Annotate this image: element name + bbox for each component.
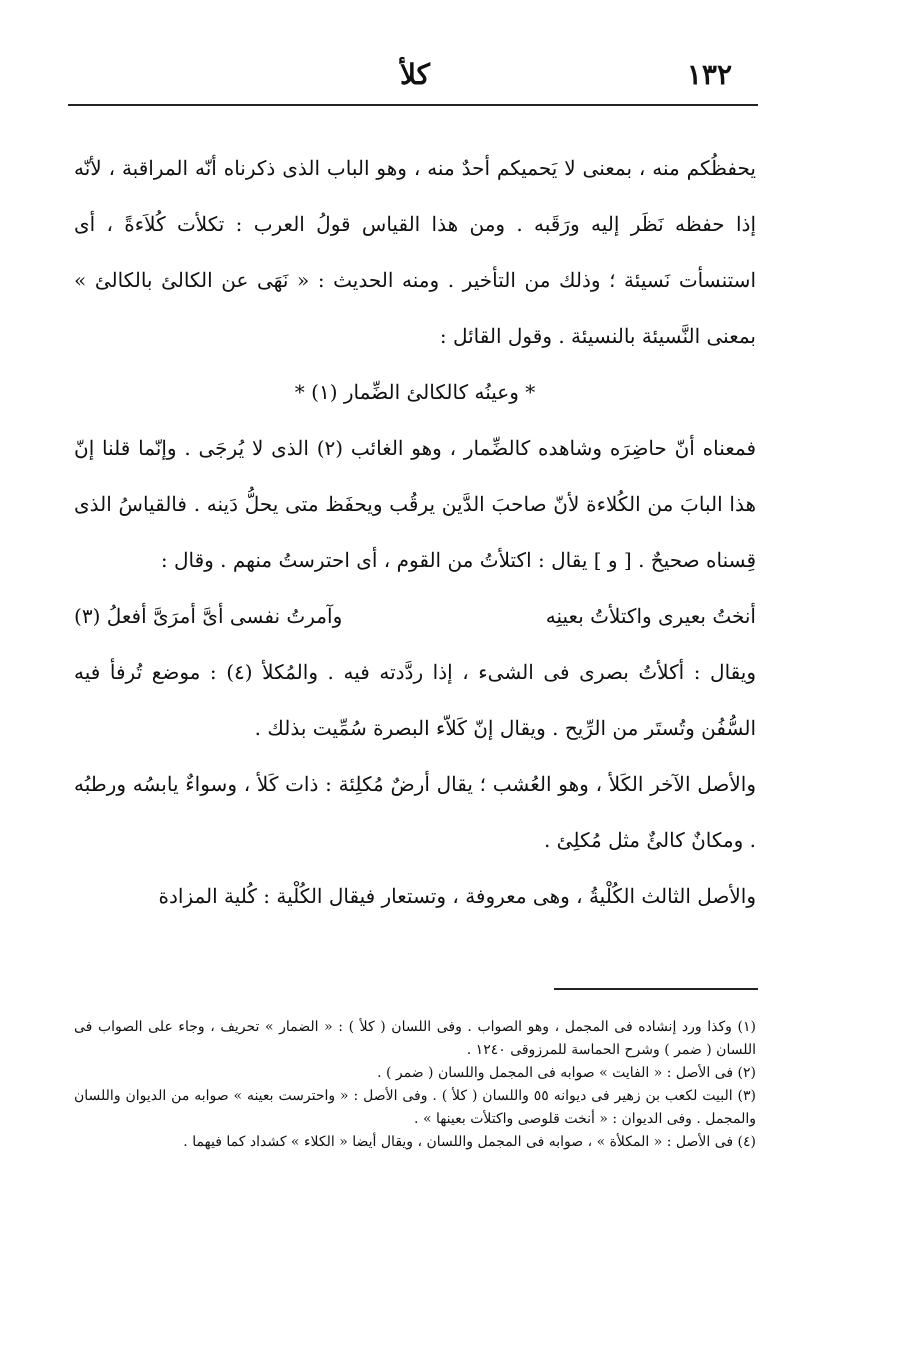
paragraph-4: والأصل الآخر الكَلأ ، وهو العُشب ؛ يقال أرضٌ مُكلِئة : ذات كَلأ ، وسواءٌ يابسُه ورطبُه . ومكانٌ كالئٌ مثل مُكلِئ . xyxy=(74,772,756,852)
paragraph-5: والأصل الثالث الكُلْيةُ ، وهى معروفة ، وتستعار فيقال الكُلْية : كُلية المزادة xyxy=(158,884,756,908)
paragraph-3: ويقال : أكلأتُ بصرى فى الشىء ، إذا ردَّدته فيه . والمُكلأ (٤) : موضع تُرفأ فيه السُّفُن وتُستَر من الرِّيح . ويقال إنّ كَلاّء البصرة سُمِّيت بذلك . xyxy=(74,660,756,740)
footnote-rule xyxy=(554,988,758,990)
footnote-2: (٢) فى الأصل : « الفايت » صوابه فى المجمل واللسان ( ضمر ) . xyxy=(377,1065,756,1081)
footnote-1: (١) وكذا ورد إنشاده فى المجمل ، وهو الصواب . وفى اللسان ( كلأ ) : « الضمار » تحريف ، وجاء على الصواب فى اللسان ( ضمر ) وشرح الحماسة للمرزوقى ١٢٤٠ . xyxy=(74,1019,756,1058)
verse-2-first-hemistich: أنختُ بعيرى واكتلأتُ بعينِه xyxy=(545,604,756,628)
verse-1: * وعينُه كالكالئ الضِّمار (١) * xyxy=(294,380,536,404)
footnote-4: (٤) فى الأصل : « المكلأة » ، صوابه فى المجمل واللسان ، ويقال أيضا « الكلاء » كشداد كما فيهما . xyxy=(183,1134,756,1150)
page-number: ١٣٢ xyxy=(686,58,732,91)
running-head: كلأ xyxy=(399,58,431,91)
page-header xyxy=(70,52,760,100)
paragraph-2: فمعناه أنّ حاضِرَه وشاهده كالضِّمار ، وهو الغائب (٢) الذى لا يُرجَى . وإنّما قلنا إنّ هذا البابَ من الكُلاءة لأنّ صاحبَ الدَّين يرقُب ويحفَظ متى يحلُّ دَينه . فالقياسُ الذى قِسناه صحيحٌ . [ و ] يقال : اكتلأتُ من القوم ، أى احترستُ منهم . وقال : xyxy=(74,436,757,572)
main-text xyxy=(74,140,756,924)
verse-2-second-hemistich: وآمرتُ نفسى أىَّ أمرَىَّ أفعلُ (٣) xyxy=(74,604,343,628)
footnote-3: (٣) البيت لكعب بن زهير فى ديوانه ٥٥ واللسان ( كلأ ) . وفى الأصل : « واحترست بعينه » صوابه من الديوان واللسان والمجمل . وفى الديوان : « أنخت قلوصى واكتلأت بعينها » . xyxy=(74,1088,756,1127)
footnotes xyxy=(74,1016,756,1154)
header-rule xyxy=(68,104,758,106)
paragraph-1: يحفظُكم منه ، بمعنى لا يَحميكم أحدٌ منه ، وهو الباب الذى ذكرناه أنّه المراقبة ، لأنّه إذا حفظه نَظَر إليه ورَقَبه . ومن هذا القياس قولُ العرب : تكلأت كُلاَءةً ، أى استنسأت نَسيئة ؛ وذلك من التأخير . ومنه الحديث : « نَهَى عن الكالئ بالكالئ » بمعنى النَّسيئة بالنسيئة . وقول القائل : xyxy=(74,156,756,348)
verse-2 xyxy=(74,588,756,644)
